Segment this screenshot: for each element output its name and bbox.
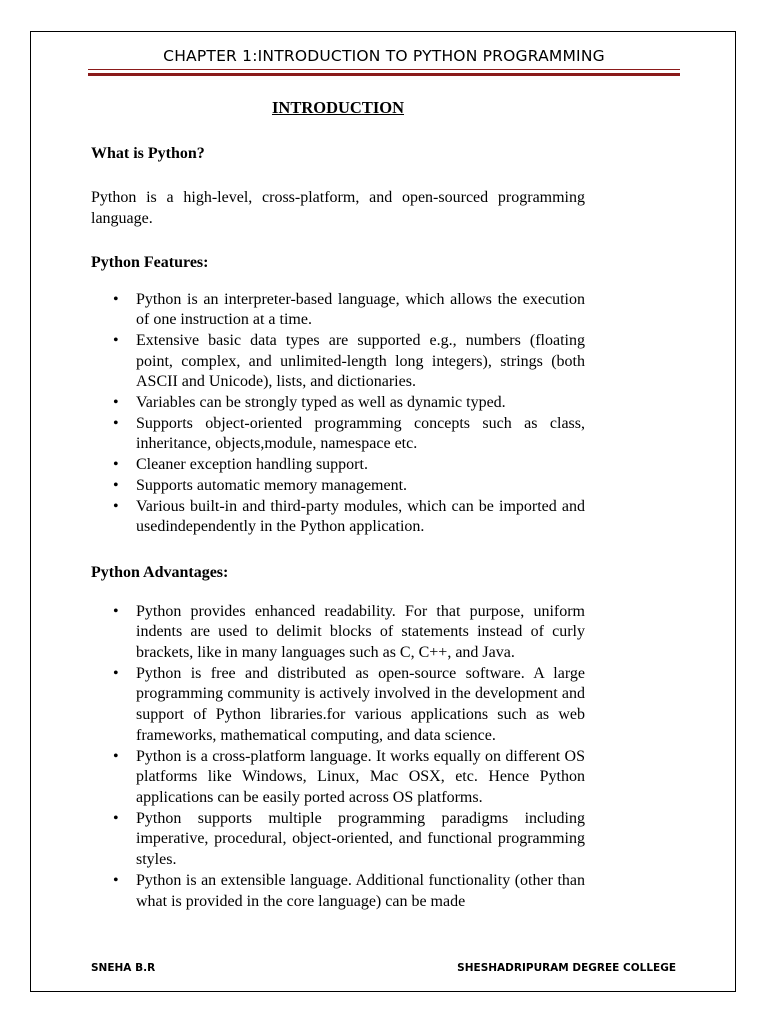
what-is-python-heading: What is Python? — [91, 144, 205, 162]
introduction-heading: INTRODUCTION — [271, 98, 405, 117]
header-rule-thin — [88, 69, 680, 70]
advantage-item: • Python is free and distributed as open-source software. A large programming community is actively involved in the development and support of Python libraries.for various applications such as web frameworks, mathematical computing, and data science. — [91, 664, 585, 747]
feature-item: • Extensive basic data types are supported e.g., numbers (floating point, complex, and unlimited-length long integers), strings (both ASCII and Unicode), lists, and dictionaries. — [91, 331, 585, 393]
feature-item: • Cleaner exception handling support. — [91, 455, 585, 476]
what-is-python-text: Python is a high-level, cross-platform, and open-sourced programming language. — [91, 189, 585, 228]
features-list — [91, 290, 585, 538]
document-body — [91, 98, 585, 912]
header-rule-thick — [88, 73, 680, 76]
chapter-title: CHAPTER 1:INTRODUCTION TO PYTHON PROGRAMMING — [163, 47, 605, 65]
advantage-item: • Python is an extensible language. Additional functionality (other than what is provided in the core language) can be made — [91, 871, 585, 912]
feature-item: • Supports automatic memory management. — [91, 476, 585, 497]
footer-college: SHESHADRIPURAM DEGREE COLLEGE — [457, 962, 676, 974]
feature-item: • Various built-in and third-party modules, which can be imported and usedindependently in the Python application. — [91, 497, 585, 538]
feature-item: • Variables can be strongly typed as well as dynamic typed. — [91, 393, 585, 414]
feature-item: • Supports object-oriented programming concepts such as class, inheritance, objects,module, namespace etc. — [91, 414, 585, 455]
feature-item: • Python is an interpreter-based language, which allows the execution of one instruction at a time. — [91, 290, 585, 331]
features-heading: Python Features: — [91, 253, 209, 271]
advantages-list — [91, 602, 585, 913]
advantages-heading: Python Advantages: — [91, 563, 229, 581]
advantage-item: • Python is a cross-platform language. It works equally on different OS platforms like Windows, Linux, Mac OSX, etc. Hence Python applications can be easily ported across OS platforms. — [91, 747, 585, 809]
advantage-item: • Python provides enhanced readability. For that purpose, uniform indents are used to delimit blocks of statements instead of curly brackets, like in many languages such as C, C++, and Java. — [91, 602, 585, 664]
footer-author: SNEHA B.R — [91, 962, 156, 974]
advantage-item: • Python supports multiple programming paradigms including imperative, procedural, object-oriented, and functional programming styles. — [91, 809, 585, 871]
